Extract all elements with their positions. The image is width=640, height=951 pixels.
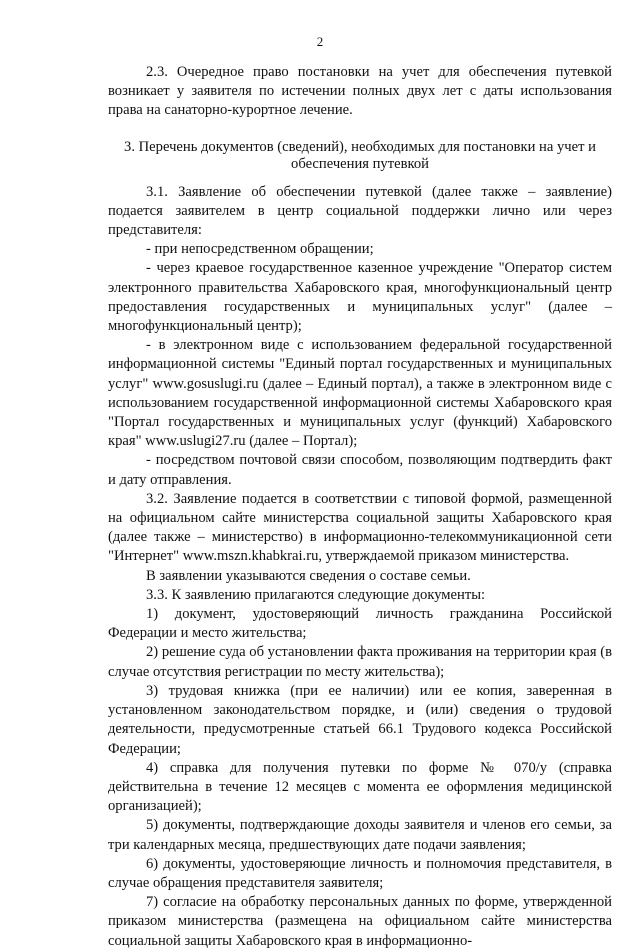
documents-section <box>108 183 612 951</box>
paragraph: - при непосредственном обращении; <box>146 241 374 258</box>
paragraph: - в электронном виде с использованием федеральной государственной информационной системы "Единый портал государственных и муниципальных услуг" www.gosuslugi.ru (далее – Единый портал), а также в электронном виде с использованием государственной информационной системы Хабаровского края "Портал государственных и муниципальных услуг (функций) Хабаровского края" www.uslugi27.ru (далее – Портал); <box>108 337 612 450</box>
page-number: 2 <box>316 34 324 49</box>
paragraph: 3) трудовая книжка (при ее наличии) или ее копия, заверенная в установленном законодательством порядке, и (или) сведения о трудовой деятельности, предусмотренные статьей 66.1 Трудового кодекса Российской Федерации; <box>108 682 612 757</box>
paragraph: В заявлении указываются сведения о составе семьи. <box>146 567 471 584</box>
paragraph: - через краевое государственное казенное учреждение "Оператор систем электронного правительства Хабаровского края, многофункциональный центр предоставления государственных и муниципальных услуг" (далее – многофункциональный центр); <box>108 260 612 335</box>
paragraph: 7) согласие на обработку персональных данных по форме, утвержденной приказом министерства (размещена на официальном сайте министерства социальной защиты Хабаровского края в информационно- <box>108 894 612 949</box>
paragraph: - посредством почтовой связи способом, позволяющим подтвердить факт и дату отправления. <box>108 452 612 488</box>
paragraph: 2.3. Очередное право постановки на учет для обеспечения путевкой возникает у заявителя по истечении полных двух лет с даты использования права на санаторно-курортное лечение. <box>108 64 612 119</box>
paragraph: 1) документ, удостоверяющий личность гражданина Российской Федерации и место жительства; <box>108 606 612 642</box>
paragraph: 5) документы, подтверждающие доходы заявителя и членов его семьи, за три календарных месяца, предшествующих дате подачи заявления; <box>108 817 612 853</box>
paragraph: 3.2. Заявление подается в соответствии с типовой формой, размещенной на официальном сайте министерства социальной защиты Хабаровского края (далее также – министерство) в информационно-телекоммуникационной сети "Интернет" www.mszn.khabkrai.ru, утверждаемой приказом министерства. <box>108 490 612 565</box>
document-body <box>108 63 612 951</box>
paragraph: 3.3. К заявлению прилагаются следующие документы: <box>146 586 486 603</box>
intro-section <box>108 63 612 121</box>
paragraph: 4) справка для получения путевки по форме № 070/у (справка действительна в течение 12 месяцев с момента ее оформления медицинской организацией); <box>108 759 612 815</box>
paragraph: 6) документы, удостоверяющие личность и полномочия представителя, в случае обращения представителя заявителя; <box>108 855 612 891</box>
paragraph: 3.1. Заявление об обеспечении путевкой (далее также – заявление) подается заявителем в центр социальной поддержки лично или через представителя: <box>108 183 612 239</box>
section-heading: 3. Перечень документов (сведений), необходимых для постановки на учет и обеспечения путевкой <box>124 138 596 172</box>
paragraph: 2) решение суда об установлении факта проживания на территории края (в случае отсутствия регистрации по месту жительства); <box>108 644 612 680</box>
